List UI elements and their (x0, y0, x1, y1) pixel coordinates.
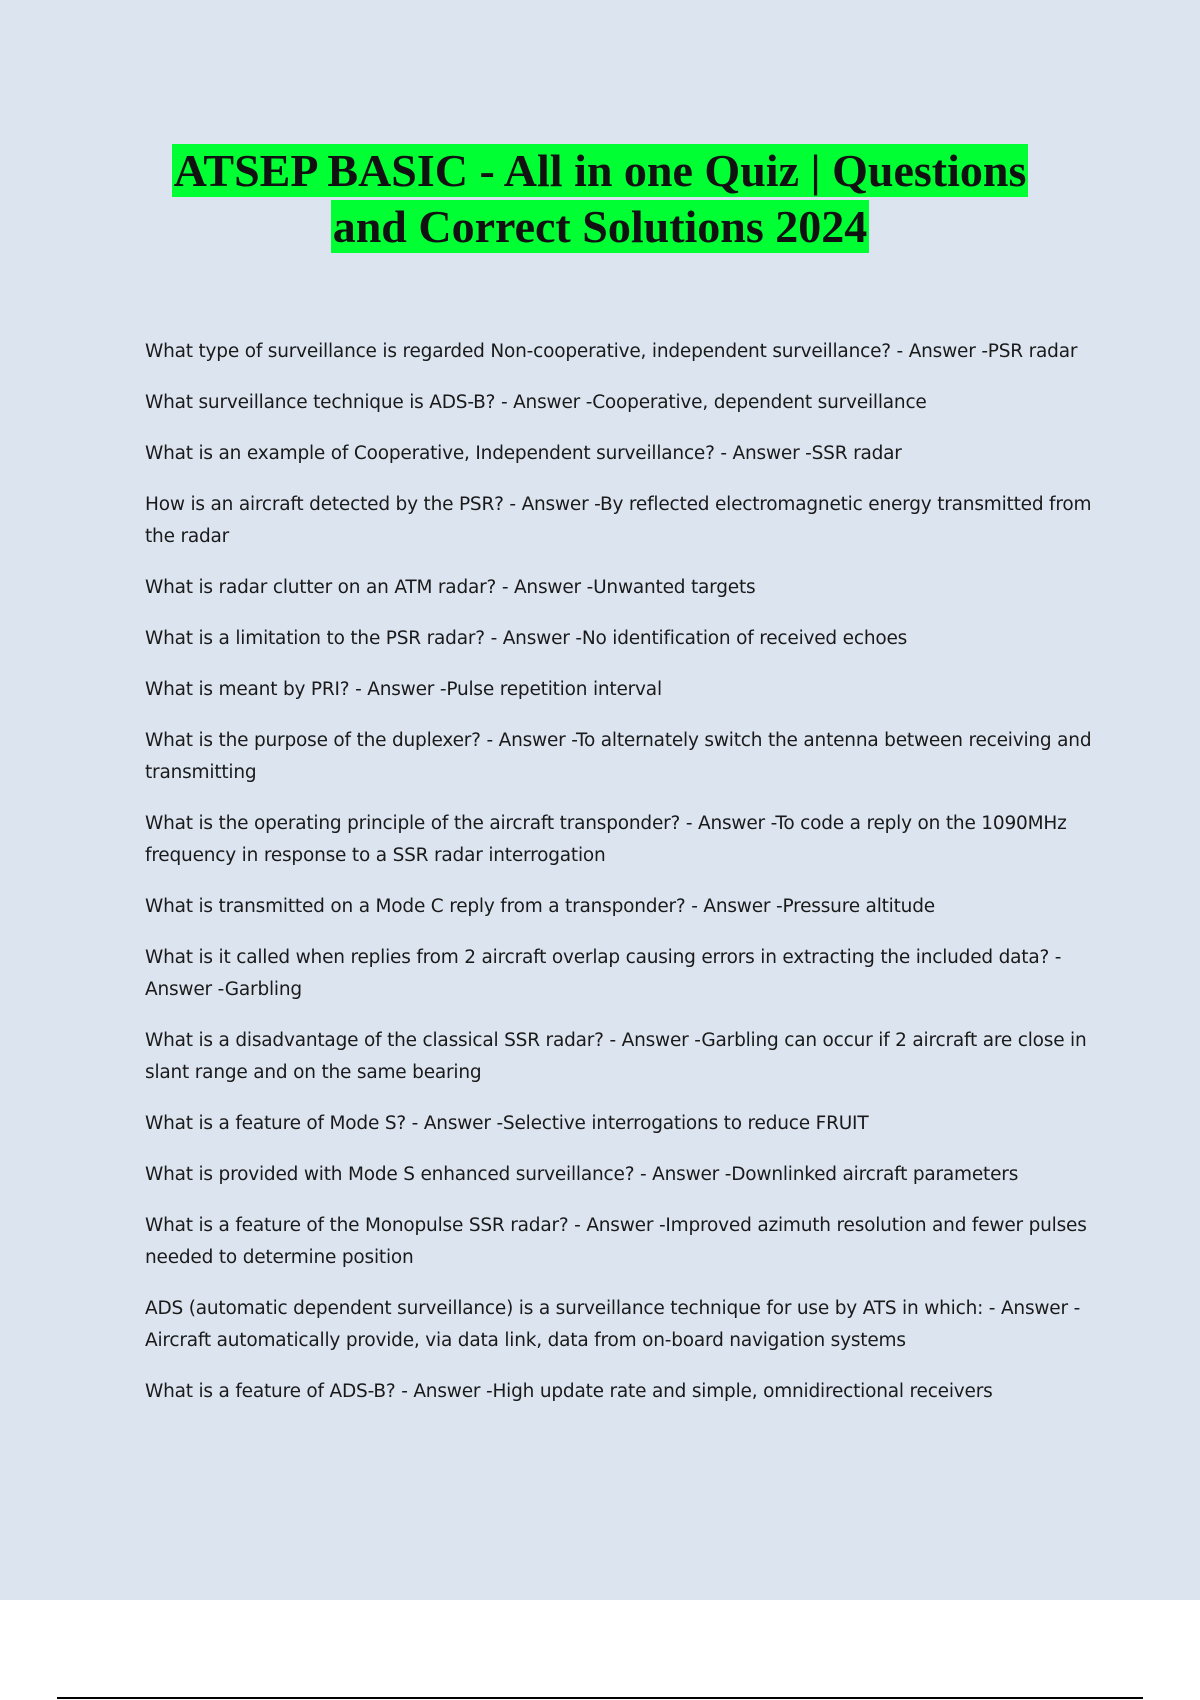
qa-item: What is a disadvantage of the classical SSR radar? - Answer -Garbling can occur if 2 aircraft are close in slant range and on the same bearing (145, 1030, 1087, 1083)
page-title (80, 143, 1120, 255)
title-line-1: ATSEP BASIC - All in one Quiz | Questions (173, 145, 1027, 196)
qa-item: What is a feature of Mode S? - Answer -Selective interrogations to reduce FRUIT (145, 1113, 869, 1134)
qa-item: What is a limitation to the PSR radar? - Answer -No identification of received echoes (145, 628, 908, 649)
qa-item: What is an example of Cooperative, Independent surveillance? - Answer -SSR radar (145, 443, 902, 464)
qa-item: What is a feature of ADS-B? - Answer -High update rate and simple, omnidirectional receivers (145, 1381, 993, 1402)
qa-item: What is the purpose of the duplexer? - Answer -To alternately switch the antenna between receiving and transmitting (145, 730, 1092, 783)
question-answer-list (145, 336, 1095, 1427)
qa-item: What is transmitted on a Mode C reply from a transponder? - Answer -Pressure altitude (145, 896, 935, 917)
bottom-divider (57, 1697, 1143, 1699)
qa-item: What type of surveillance is regarded Non-cooperative, independent surveillance? - Answer -PSR radar (145, 341, 1078, 362)
qa-item: What is radar clutter on an ATM radar? - Answer -Unwanted targets (145, 577, 756, 598)
title-line-2: and Correct Solutions 2024 (332, 201, 868, 252)
qa-item: What is provided with Mode S enhanced surveillance? - Answer -Downlinked aircraft parameters (145, 1164, 1019, 1185)
qa-item: What is the operating principle of the aircraft transponder? - Answer -To code a reply on the 1090MHz frequency in response to a SSR radar interrogation (145, 813, 1067, 866)
qa-item: What surveillance technique is ADS-B? - Answer -Cooperative, dependent surveillance (145, 392, 927, 413)
qa-item: ADS (automatic dependent surveillance) is a surveillance technique for use by ATS in which: - Answer -Aircraft automatically provide, via data link, data from on-board navigation systems (145, 1298, 1081, 1351)
qa-item: How is an aircraft detected by the PSR? - Answer -By reflected electromagnetic energy transmitted from the radar (145, 494, 1092, 547)
qa-item: What is a feature of the Monopulse SSR radar? - Answer -Improved azimuth resolution and fewer pulses needed to determine position (145, 1215, 1087, 1268)
qa-item: What is it called when replies from 2 aircraft overlap causing errors in extracting the included data? - Answer -Garbling (145, 947, 1062, 1000)
qa-item: What is meant by PRI? - Answer -Pulse repetition interval (145, 679, 662, 700)
